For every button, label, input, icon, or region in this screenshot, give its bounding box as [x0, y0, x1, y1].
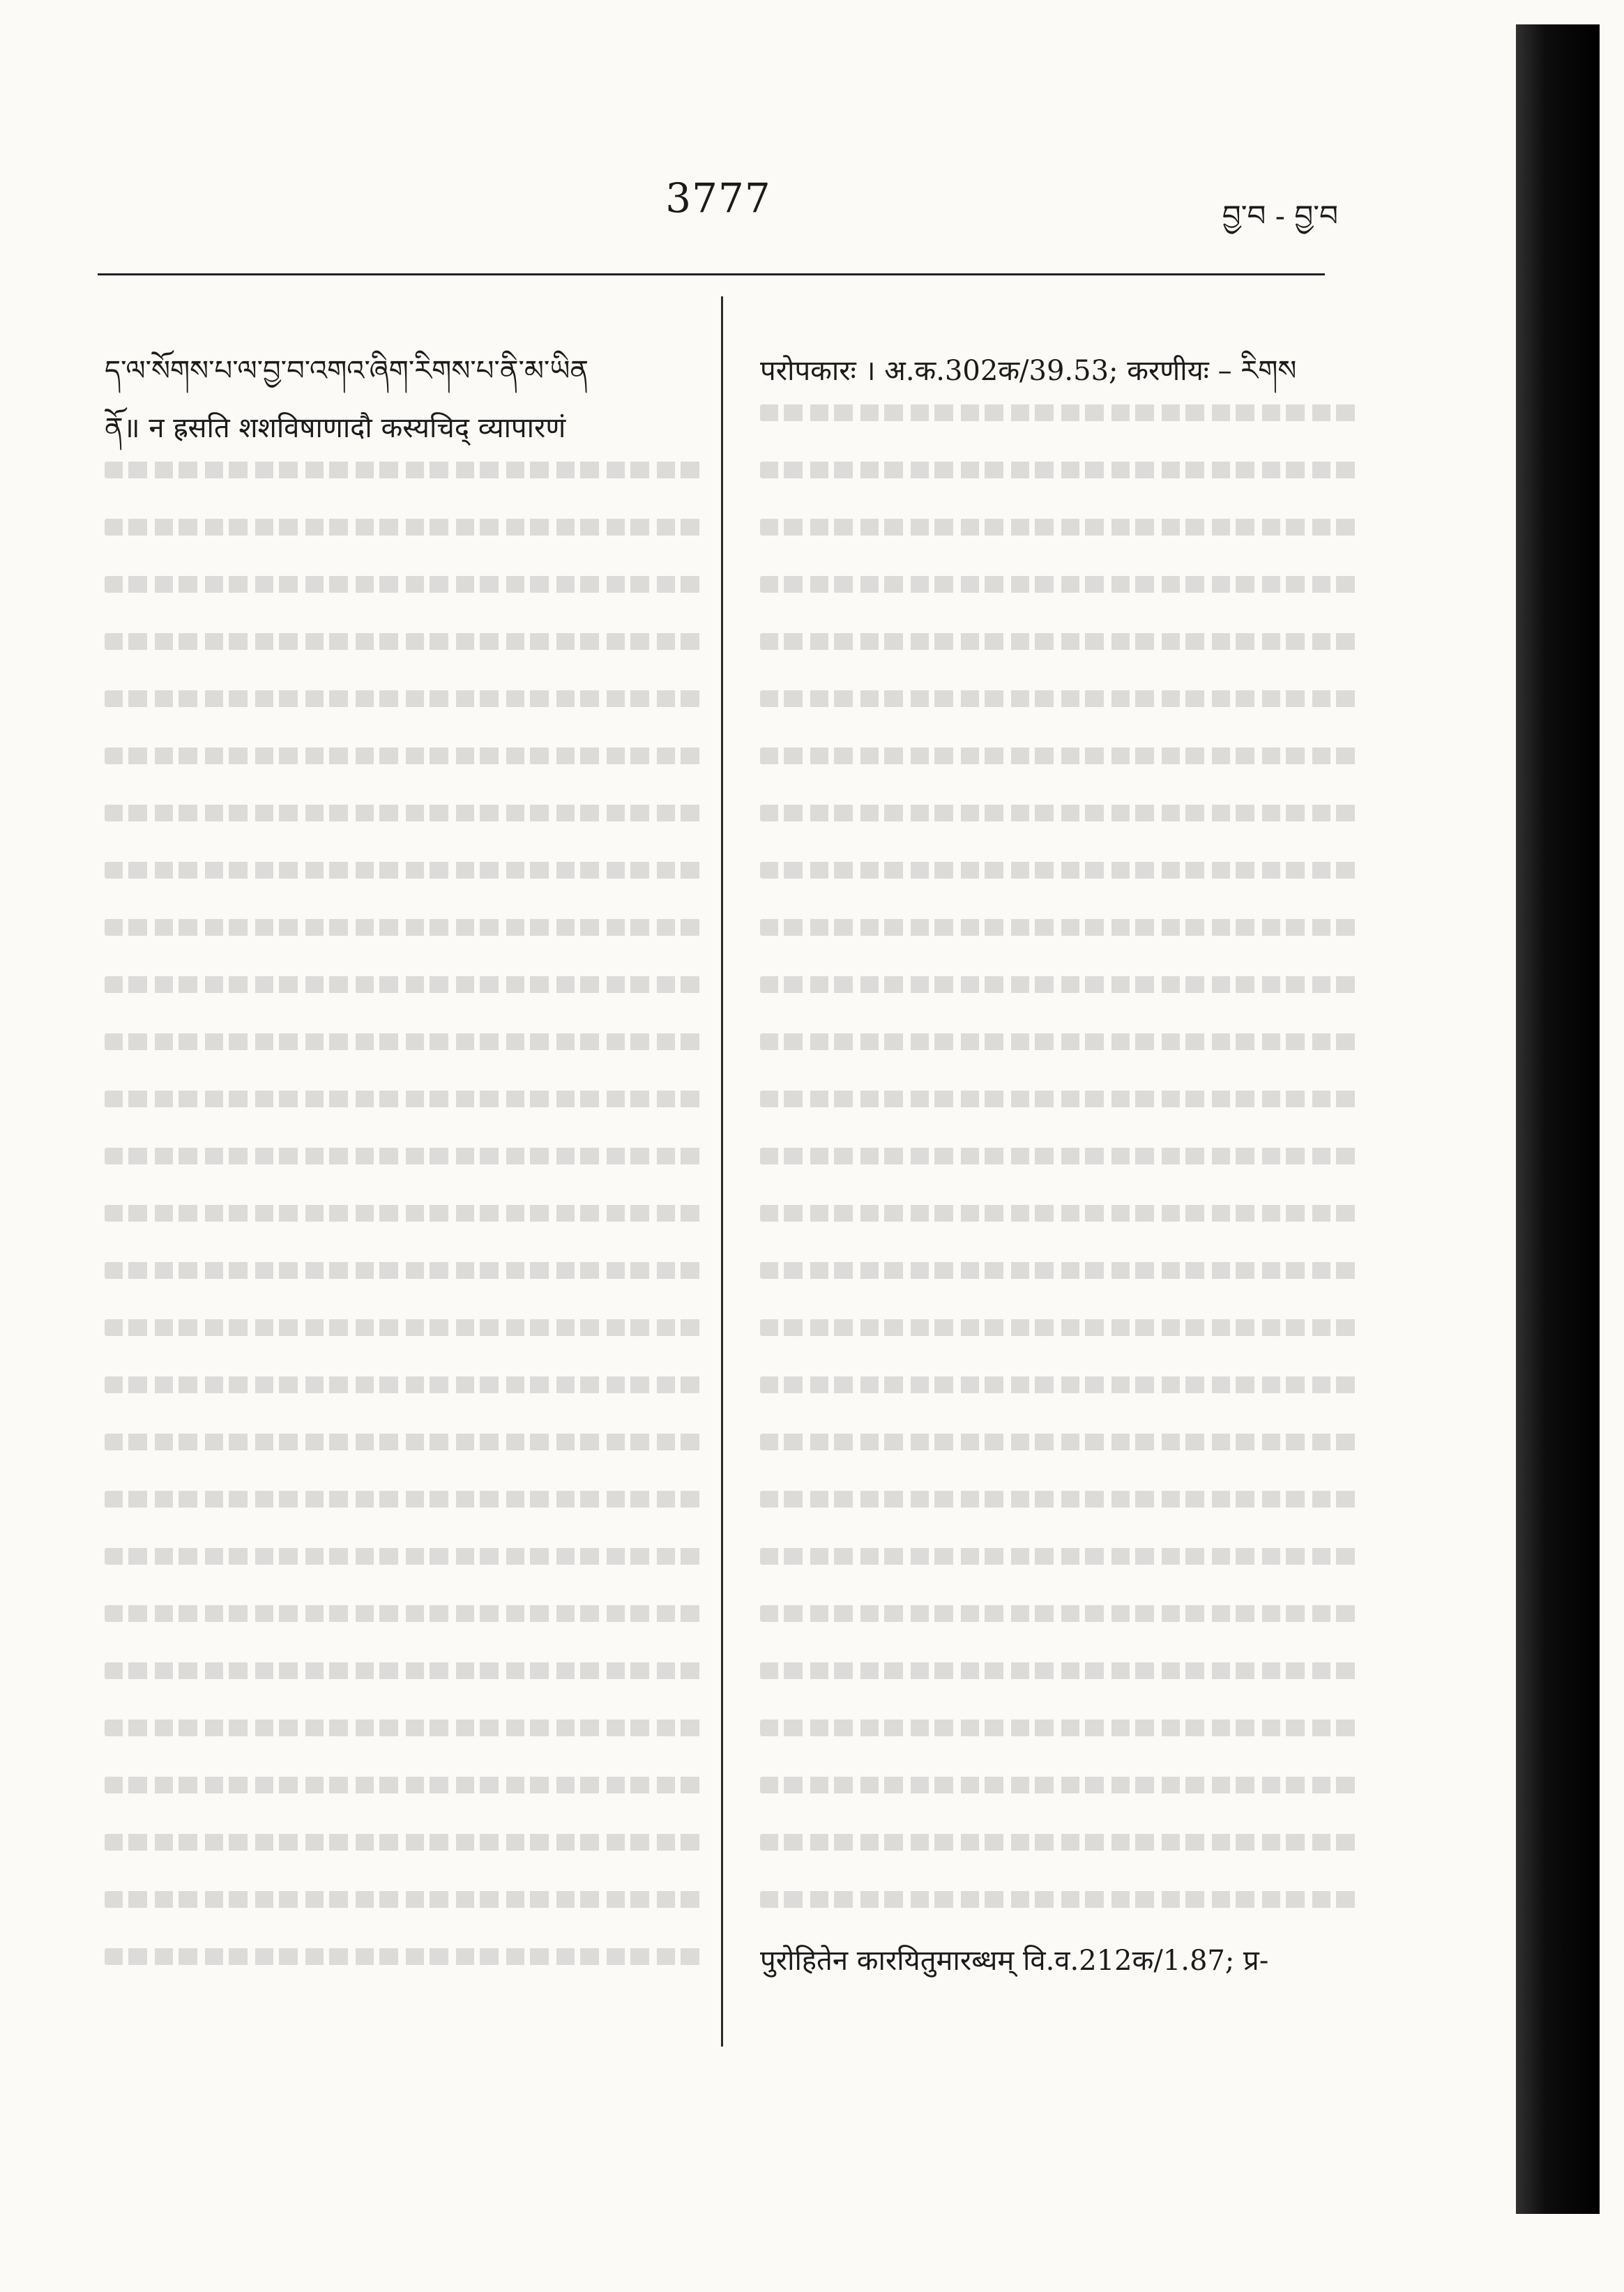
text-line — [760, 1872, 1360, 1929]
text-line — [760, 1471, 1360, 1528]
page-number: 3777 — [665, 174, 771, 222]
text-line — [760, 1757, 1360, 1814]
text-line — [760, 328, 1360, 385]
text-line — [760, 556, 1360, 614]
text-line — [760, 900, 1360, 957]
text-line — [760, 1586, 1360, 1643]
text-line — [105, 1586, 704, 1643]
text-line — [105, 1872, 704, 1929]
text-line — [105, 442, 704, 499]
text-line — [760, 1929, 1360, 1986]
text-line — [760, 1128, 1360, 1185]
text-line — [760, 1643, 1360, 1700]
text-line — [105, 614, 704, 671]
column-divider — [721, 296, 723, 2047]
text-line — [760, 1414, 1360, 1471]
text-line — [105, 556, 704, 614]
text-line — [105, 671, 704, 728]
text-line — [105, 1357, 704, 1414]
text-line — [105, 1071, 704, 1128]
text-line — [105, 1414, 704, 1471]
text-line — [105, 900, 704, 957]
text-line — [105, 1185, 704, 1243]
text-line — [105, 1300, 704, 1357]
text-line — [105, 1471, 704, 1528]
text-line — [760, 1700, 1360, 1757]
text-line — [760, 499, 1360, 556]
right-column — [760, 328, 1360, 2029]
scan-edge — [1516, 24, 1600, 2214]
running-head: བྱ་བ - བྱ་བ — [1222, 199, 1338, 233]
text-line — [760, 671, 1360, 728]
text-line — [760, 614, 1360, 671]
text-line — [105, 1643, 704, 1700]
first-line: परोपकारः । अ.क.302क/39.53; करणीयः – རིགས — [760, 355, 1297, 387]
text-line — [105, 728, 704, 785]
first-line: ད་ལ་སོགས་པ་ལ་བྱ་བ་འགའ་ཞིག་རིགས་པ་ནི་མ་ཡིན — [105, 355, 589, 387]
text-line — [760, 842, 1360, 900]
text-line — [105, 1014, 704, 1071]
text-line — [105, 785, 704, 842]
text-line — [760, 1814, 1360, 1872]
text-line — [760, 1243, 1360, 1300]
text-line — [760, 1071, 1360, 1128]
last-line: पुरोहितेन कारयितुमारब्धम् वि.व.212क/1.87; प्र- — [760, 1945, 1269, 1977]
text-line — [760, 785, 1360, 842]
text-line — [760, 1185, 1360, 1243]
text-line — [105, 385, 704, 442]
text-line — [105, 499, 704, 556]
text-line — [760, 1528, 1360, 1586]
text-line — [760, 442, 1360, 499]
text-line — [760, 1300, 1360, 1357]
text-line — [105, 328, 704, 385]
left-column — [105, 328, 704, 2029]
text-line — [105, 1814, 704, 1872]
text-line — [105, 957, 704, 1014]
text-line — [760, 1014, 1360, 1071]
header-rule — [98, 273, 1325, 275]
text-line — [105, 1528, 704, 1586]
text-line — [105, 1700, 704, 1757]
text-line — [105, 1243, 704, 1300]
text-line — [105, 1757, 704, 1814]
second-line: ནོ॥ न ह्रसति शशविषाणादौ कस्यचिद् व्यापारणं — [105, 412, 566, 444]
text-line — [105, 842, 704, 900]
text-line — [760, 728, 1360, 785]
text-line — [760, 385, 1360, 442]
text-line — [105, 1929, 704, 1986]
text-line — [105, 1128, 704, 1185]
text-line — [760, 1357, 1360, 1414]
text-line — [760, 957, 1360, 1014]
